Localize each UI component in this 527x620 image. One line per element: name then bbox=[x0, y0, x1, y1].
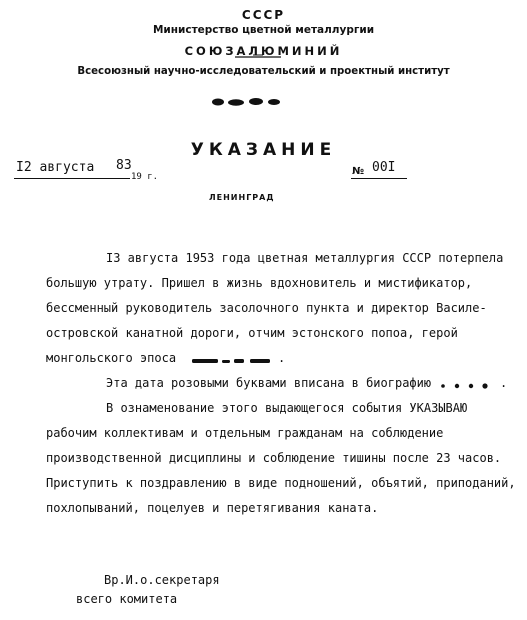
body-line: Эта дата розовыми буквами вписана в биографию bbox=[106, 376, 432, 390]
number-underline bbox=[351, 178, 407, 179]
letterhead-association: СОЮЗАЛЮМИНИЙ bbox=[184, 44, 343, 58]
body-line: большую утрату. Пришел в жизнь вдохновитель и мистификатор, bbox=[46, 276, 473, 290]
body-line: похлопываний, поцелуев и перетягивания каната. bbox=[46, 501, 379, 515]
document-year-typed bbox=[131, 172, 158, 182]
letterhead-country: СССР bbox=[241, 8, 286, 22]
redaction-period: . bbox=[500, 376, 508, 390]
body-line: бессменный руководитель засолочного пункта и директор Василе- bbox=[46, 301, 487, 315]
redaction-mark bbox=[190, 356, 274, 366]
signature-subtitle: всего комитета bbox=[76, 592, 178, 606]
document-title: УКАЗАНИЕ bbox=[190, 140, 337, 160]
redaction-period: . bbox=[278, 351, 286, 365]
signature-title: Вр.И.о.секретаря bbox=[104, 573, 220, 587]
body-line: островской канатной дороги, отчим эстонского попоа, герой bbox=[46, 326, 458, 340]
document-year-handwritten: 83 bbox=[116, 158, 132, 173]
body-line: монгольского эпоса bbox=[46, 351, 177, 365]
letterhead-ornament bbox=[233, 54, 283, 60]
body-line: рабочим коллективам и отдельным гражданам на соблюдение bbox=[46, 426, 444, 440]
ink-blot-mark bbox=[208, 96, 288, 108]
year-suffix: г. bbox=[147, 172, 159, 182]
document-date: I2 августа bbox=[16, 160, 95, 175]
year-typed: 19 bbox=[131, 172, 142, 182]
body-line: В ознаменование этого выдающегося события УКАЗЫВАЮ bbox=[106, 401, 468, 415]
letterhead-ministry: Министерство цветной металлургии bbox=[152, 24, 375, 36]
date-underline bbox=[14, 178, 130, 179]
document-number-prefix: № bbox=[352, 166, 365, 177]
body-line: Приступить к поздравлению в виде подношений, объятий, приподаний, bbox=[46, 476, 516, 490]
letterhead-institute: Всесоюзный научно-исследовательский и проектный институт bbox=[77, 66, 450, 77]
body-line: производственной дисциплины и соблюдение тишины после 23 часов. bbox=[46, 451, 502, 465]
body-line: I3 августа 1953 года цветная металлургия СССР потерпела bbox=[106, 251, 504, 265]
document-number: 00I bbox=[372, 160, 396, 175]
document-city: ЛЕНИНГРАД bbox=[209, 193, 275, 202]
redaction-mark bbox=[439, 382, 495, 390]
